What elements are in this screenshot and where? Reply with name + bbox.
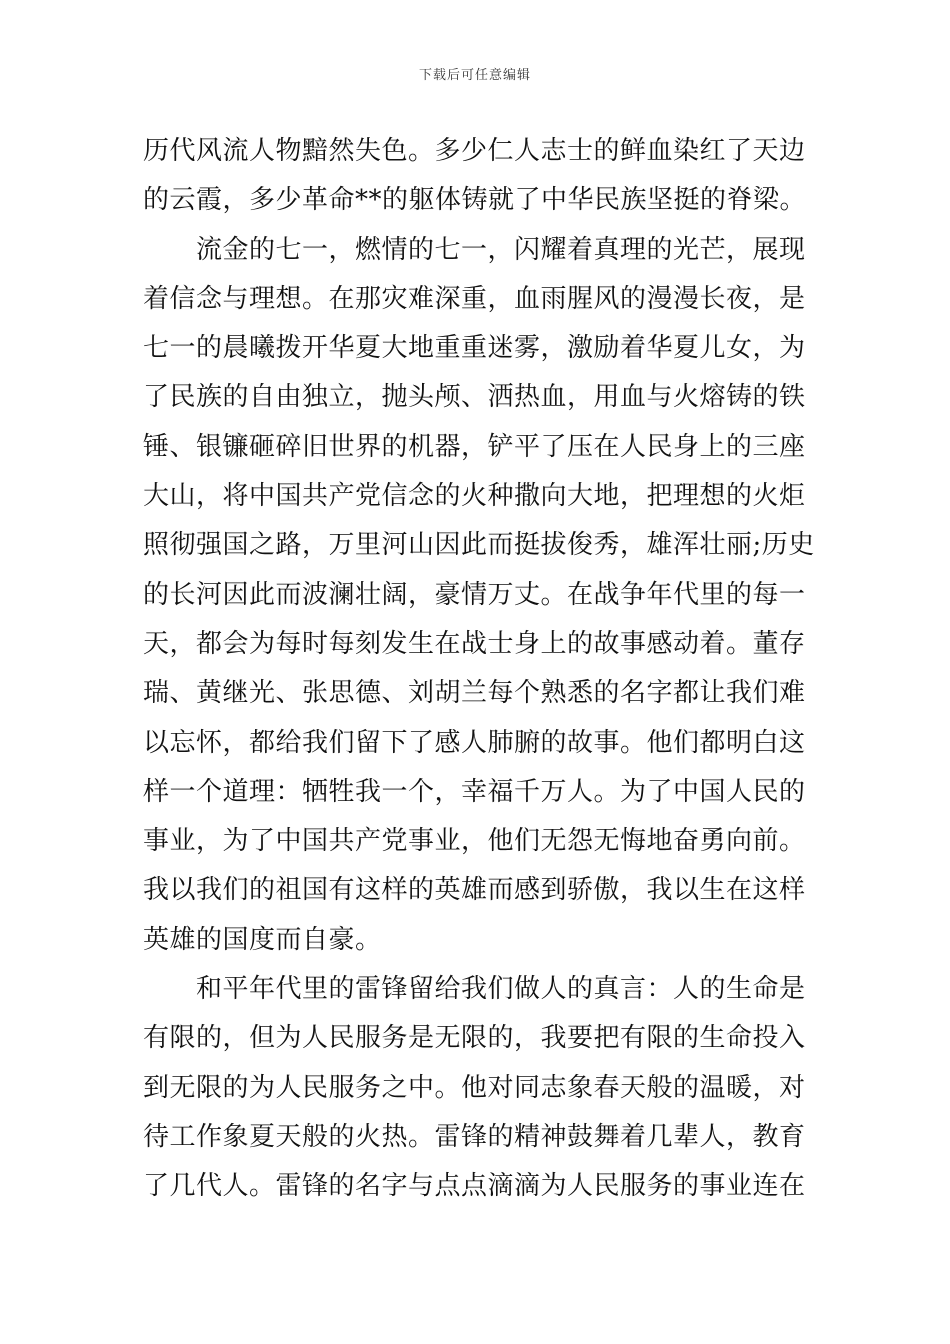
text-line: 以忘怀，都给我们留下了感人肺腑的故事。他们都明白这 (143, 727, 806, 758)
text-line: 七一的晨曦拨开华夏大地重重迷雾，激励着华夏儿女，为 (143, 333, 806, 364)
paragraph-2 (143, 226, 815, 965)
paragraph-1 (143, 127, 811, 226)
text-line: 到无限的为人民服务之中。他对同志象春天般的温暖，对 (143, 1072, 806, 1103)
text-line: 的长河因此而波澜壮阔，豪情万丈。在战争年代里的每一 (143, 579, 806, 610)
text-line: 照彻强国之路，万里河山因此而挺拔俊秀，雄浑壮丽;历史 (143, 530, 815, 561)
text-line: 样一个道理：牺牲我一个，幸福千万人。为了中国人民的 (143, 776, 806, 807)
text-line: 天，都会为每时每刻发生在战士身上的故事感动着。董存 (143, 628, 806, 659)
text-line: 流金的七一，燃情的七一，闪耀着真理的光芒，展现 (143, 234, 806, 265)
text-line: 我以我们的祖国有这样的英雄而感到骄傲，我以生在这样 (143, 875, 806, 906)
header-note: 下载后可任意编辑 (418, 68, 531, 83)
text-line: 了几代人。雷锋的名字与点点滴滴为人民服务的事业连在 (143, 1171, 806, 1202)
text-line: 待工作象夏天般的火热。雷锋的精神鼓舞着几辈人，教育 (143, 1121, 806, 1152)
text-line: 瑞、黄继光、张思德、刘胡兰每个熟悉的名字都让我们难 (143, 678, 806, 709)
text-line: 有限的，但为人民服务是无限的，我要把有限的生命投入 (143, 1023, 806, 1054)
text-line: 了民族的自由独立，抛头颅、洒热血，用血与火熔铸的铁 (143, 382, 806, 413)
text-line: 着信念与理想。在那灾难深重，血雨腥风的漫漫长夜，是 (143, 283, 806, 314)
text-line: 锤、银镰砸碎旧世界的机器，铲平了压在人民身上的三座 (143, 431, 806, 462)
text-line: 的云霞，多少革命**的躯体铸就了中华民族坚挺的脊梁。 (143, 185, 807, 216)
paragraph-3 (143, 965, 811, 1211)
text-line: 大山，将中国共产党信念的火种撒向大地，把理想的火炬 (143, 481, 806, 512)
text-line: 英雄的国度而自豪。 (143, 924, 382, 955)
text-line: 事业，为了中国共产党事业，他们无怨无悔地奋勇向前。 (143, 826, 806, 857)
text-line: 历代风流人物黯然失色。多少仁人志士的鲜血染红了天边 (143, 136, 806, 166)
text-line: 和平年代里的雷锋留给我们做人的真言：人的生命是 (143, 974, 806, 1005)
body-text (143, 127, 815, 1212)
